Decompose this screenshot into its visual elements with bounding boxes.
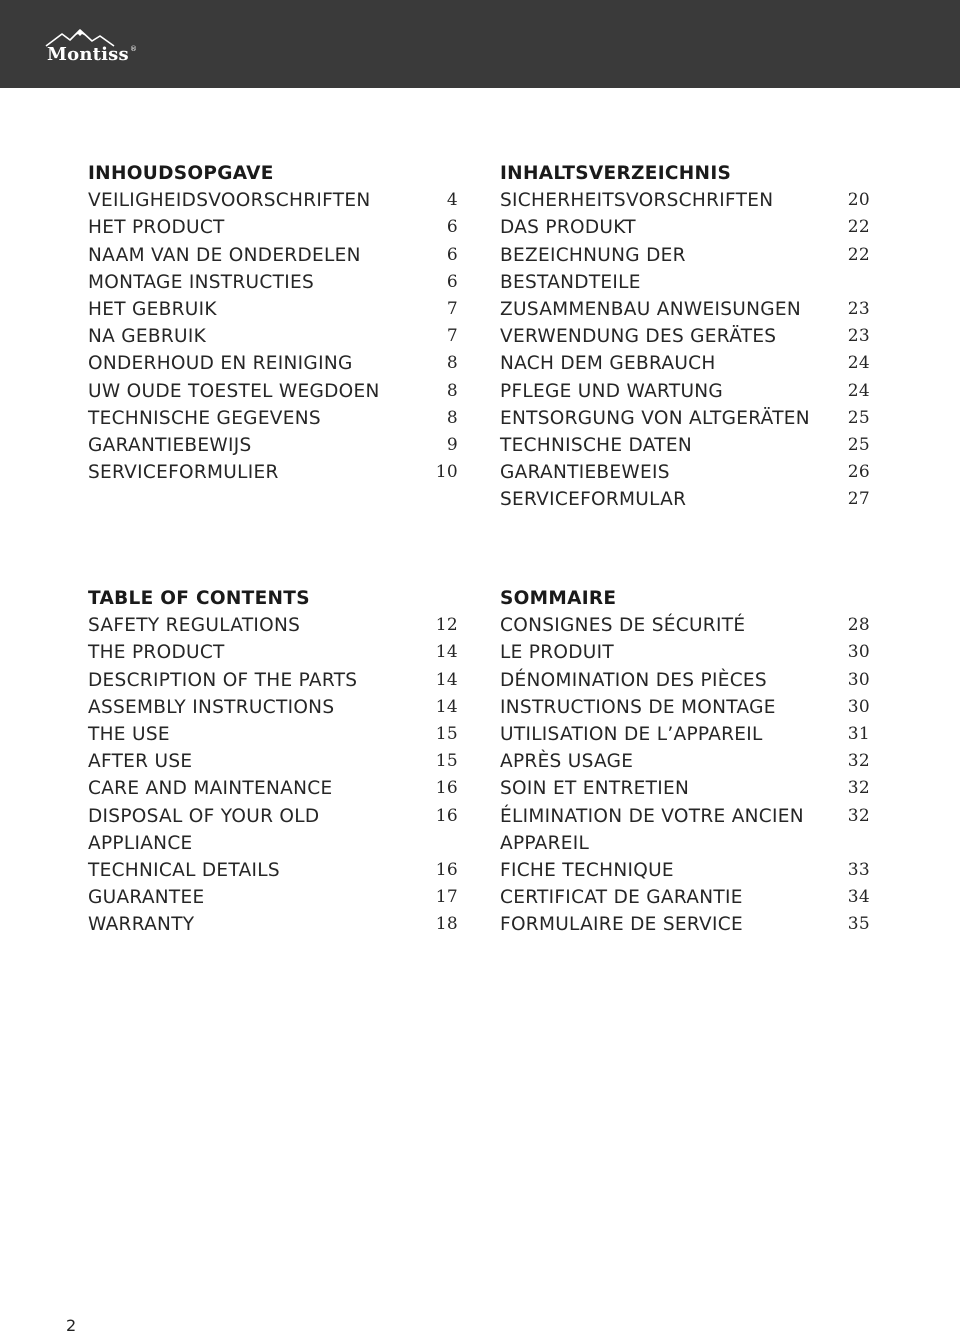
toc-entry-label: APPLIANCE <box>88 832 193 854</box>
toc-entry <box>88 857 458 884</box>
toc-entry <box>88 667 458 694</box>
registered-mark: ® <box>130 45 137 53</box>
toc-entry-label: DISPOSAL OF YOUR OLD <box>88 805 320 827</box>
toc-entry-page: 15 <box>435 724 458 745</box>
toc-entry <box>500 269 870 296</box>
toc-entry <box>500 857 870 884</box>
toc-entry-label: BESTANDTEILE <box>500 271 641 293</box>
toc-heading: SOMMAIRE <box>500 588 617 609</box>
toc-entry-page: 32 <box>847 778 870 799</box>
toc-entry <box>500 775 870 802</box>
toc-entry-label: ENTSORGUNG VON ALTGERÄTEN <box>500 407 810 429</box>
toc-entry-page: 8 <box>446 407 458 428</box>
toc-entry-page: 27 <box>847 489 870 510</box>
toc-entry-label: NAAM VAN DE ONDERDELEN <box>88 244 361 266</box>
toc-entry-label: THE USE <box>88 724 170 746</box>
toc-entry <box>500 803 870 830</box>
toc-entry-page: 8 <box>446 353 458 374</box>
toc-entry-label: WARRANTY <box>88 914 195 936</box>
toc-entry <box>500 296 870 323</box>
toc-entry-label: HET GEBRUIK <box>88 299 217 321</box>
toc-entry-page: 30 <box>847 696 870 717</box>
toc-entry-page: 14 <box>435 642 458 663</box>
toc-entry-label: UTILISATION DE L’APPAREIL <box>500 724 763 746</box>
toc-entry-page: 6 <box>446 217 458 238</box>
toc-entry <box>500 694 870 721</box>
toc-entry-page: 12 <box>435 615 458 636</box>
toc-entry-page: 26 <box>847 462 870 483</box>
toc-entry <box>88 378 458 405</box>
toc-entry-page: 25 <box>847 435 870 456</box>
toc-entry-label: TECHNICAL DETAILS <box>88 860 280 882</box>
toc-entry-page: 14 <box>435 669 458 690</box>
toc-entry-label: VEILIGHEIDSVOORSCHRIFTEN <box>88 190 371 212</box>
toc-entry-label: HET PRODUCT <box>88 217 225 239</box>
toc-entry-page: 34 <box>847 887 870 908</box>
toc-entry-page: 28 <box>847 615 870 636</box>
toc-entry-page: 15 <box>435 751 458 772</box>
toc-entry <box>500 350 870 377</box>
toc-entry-label: LE PRODUIT <box>500 642 614 664</box>
toc-german <box>500 160 870 514</box>
toc-dutch <box>88 160 458 486</box>
toc-heading: TABLE OF CONTENTS <box>88 588 310 609</box>
toc-entry-label: APRÈS USAGE <box>500 751 634 773</box>
toc-entry <box>88 748 458 775</box>
toc-entry <box>88 612 458 639</box>
brand-name: Montiss <box>47 44 129 65</box>
toc-entry <box>88 432 458 459</box>
toc-entry-label: TECHNISCHE DATEN <box>500 435 693 457</box>
toc-entry-label: INSTRUCTIONS DE MONTAGE <box>500 696 776 718</box>
toc-entry-page: 33 <box>847 860 870 881</box>
toc-entry-label: TECHNISCHE GEGEVENS <box>88 407 321 429</box>
toc-entry-page: 24 <box>847 353 870 374</box>
toc-entry <box>500 911 870 938</box>
toc-entry-page: 32 <box>847 751 870 772</box>
toc-entry <box>88 187 458 214</box>
toc-entry <box>500 187 870 214</box>
toc-entry-label: FORMULAIRE DE SERVICE <box>500 914 743 936</box>
toc-entry-label: SOIN ET ENTRETIEN <box>500 778 690 800</box>
toc-entry-page: 30 <box>847 669 870 690</box>
toc-entry-label: ASSEMBLY INSTRUCTIONS <box>88 696 335 718</box>
toc-entry-page: 6 <box>446 244 458 265</box>
toc-heading: INHOUDSOPGAVE <box>88 163 274 184</box>
toc-french <box>500 585 870 939</box>
toc-entry-label: SERVICEFORMULIER <box>88 462 279 484</box>
toc-entry-label: UW OUDE TOESTEL WEGDOEN <box>88 380 380 402</box>
toc-entry-label: SERVICEFORMULAR <box>500 489 687 511</box>
toc-entry <box>88 269 458 296</box>
toc-heading: INHALTSVERZEICHNIS <box>500 163 732 184</box>
toc-entry <box>500 432 870 459</box>
toc-entry-page: 25 <box>847 407 870 428</box>
toc-entry-label: PFLEGE UND WARTUNG <box>500 380 724 402</box>
toc-entry-label: NACH DEM GEBRAUCH <box>500 353 716 375</box>
toc-entry-page: 14 <box>435 696 458 717</box>
toc-entry-page: 18 <box>435 914 458 935</box>
montiss-logo <box>44 28 140 68</box>
toc-entry-label: MONTAGE INSTRUCTIES <box>88 271 315 293</box>
toc-entry-label: NA GEBRUIK <box>88 326 207 348</box>
toc-entry-label: FICHE TECHNIQUE <box>500 860 674 882</box>
toc-entry-label: GARANTIEBEWIJS <box>88 435 252 457</box>
toc-entry-page: 9 <box>446 435 458 456</box>
toc-entry-page: 22 <box>847 217 870 238</box>
toc-entry-label: APPAREIL <box>500 832 590 854</box>
toc-entry <box>88 721 458 748</box>
page-header <box>0 0 960 88</box>
toc-entry-label: BEZEICHNUNG DER <box>500 244 686 266</box>
toc-entry-label: AFTER USE <box>88 751 193 773</box>
toc-entry <box>88 694 458 721</box>
toc-entry <box>500 748 870 775</box>
toc-entry <box>500 667 870 694</box>
toc-entry-label: ÉLIMINATION DE VOTRE ANCIEN <box>500 805 804 827</box>
toc-entry-page: 20 <box>847 190 870 211</box>
toc-entry-page: 23 <box>847 299 870 320</box>
toc-entry-label: CERTIFICAT DE GARANTIE <box>500 887 743 909</box>
toc-entry-label: CONSIGNES DE SÉCURITÉ <box>500 615 746 637</box>
toc-entry <box>88 830 458 857</box>
toc-entry-page: 16 <box>435 778 458 799</box>
toc-entry <box>88 323 458 350</box>
toc-entry <box>88 405 458 432</box>
toc-entry-page: 30 <box>847 642 870 663</box>
toc-entry <box>88 639 458 666</box>
toc-entry <box>500 830 870 857</box>
toc-entry-page: 10 <box>435 462 458 483</box>
toc-entry-page: 22 <box>847 244 870 265</box>
toc-entry-label: ZUSAMMENBAU ANWEISUNGEN <box>500 299 801 321</box>
toc-entry-label: ONDERHOUD EN REINIGING <box>88 353 353 375</box>
toc-entry-label: SICHERHEITSVORSCHRIFTEN <box>500 190 774 212</box>
toc-entry <box>500 214 870 241</box>
toc-entry <box>88 214 458 241</box>
toc-entry <box>88 911 458 938</box>
toc-entry <box>500 378 870 405</box>
toc-entry <box>88 350 458 377</box>
toc-entry <box>500 323 870 350</box>
page-number: 2 <box>66 1316 77 1335</box>
toc-entry-label: GUARANTEE <box>88 887 205 909</box>
toc-entry <box>500 612 870 639</box>
toc-entry-label: DAS PRODUKT <box>500 217 636 239</box>
toc-entry <box>88 296 458 323</box>
toc-entry-page: 16 <box>435 860 458 881</box>
toc-entry <box>88 242 458 269</box>
toc-entry <box>500 242 870 269</box>
toc-entry <box>88 884 458 911</box>
toc-entry <box>500 405 870 432</box>
toc-entry-page: 7 <box>446 299 458 320</box>
toc-entry-page: 17 <box>435 887 458 908</box>
toc-entry-label: VERWENDUNG DES GERÄTES <box>500 326 777 348</box>
toc-entry-page: 35 <box>847 914 870 935</box>
toc-entry-page: 24 <box>847 380 870 401</box>
toc-entry-label: GARANTIEBEWEIS <box>500 462 670 484</box>
toc-entry <box>88 803 458 830</box>
toc-entry-page: 8 <box>446 380 458 401</box>
toc-entry-label: DÉNOMINATION DES PIÈCES <box>500 669 767 691</box>
toc-entry-label: THE PRODUCT <box>88 642 225 664</box>
toc-english <box>88 585 458 939</box>
toc-entry <box>500 721 870 748</box>
toc-entry-page: 16 <box>435 805 458 826</box>
toc-entry <box>88 459 458 486</box>
toc-entry-label: DESCRIPTION OF THE PARTS <box>88 669 358 691</box>
toc-entry <box>500 459 870 486</box>
toc-entry-page: 7 <box>446 326 458 347</box>
toc-entry-page: 23 <box>847 326 870 347</box>
toc-entry-page: 4 <box>446 190 458 211</box>
toc-entry <box>500 884 870 911</box>
toc-entry-page: 32 <box>847 805 870 826</box>
toc-entry <box>500 639 870 666</box>
toc-entry <box>500 486 870 513</box>
toc-entry-page: 31 <box>847 724 870 745</box>
toc-entry-label: CARE AND MAINTENANCE <box>88 778 333 800</box>
toc-entry-page: 6 <box>446 271 458 292</box>
toc-entry <box>88 775 458 802</box>
toc-entry-label: SAFETY REGULATIONS <box>88 615 301 637</box>
